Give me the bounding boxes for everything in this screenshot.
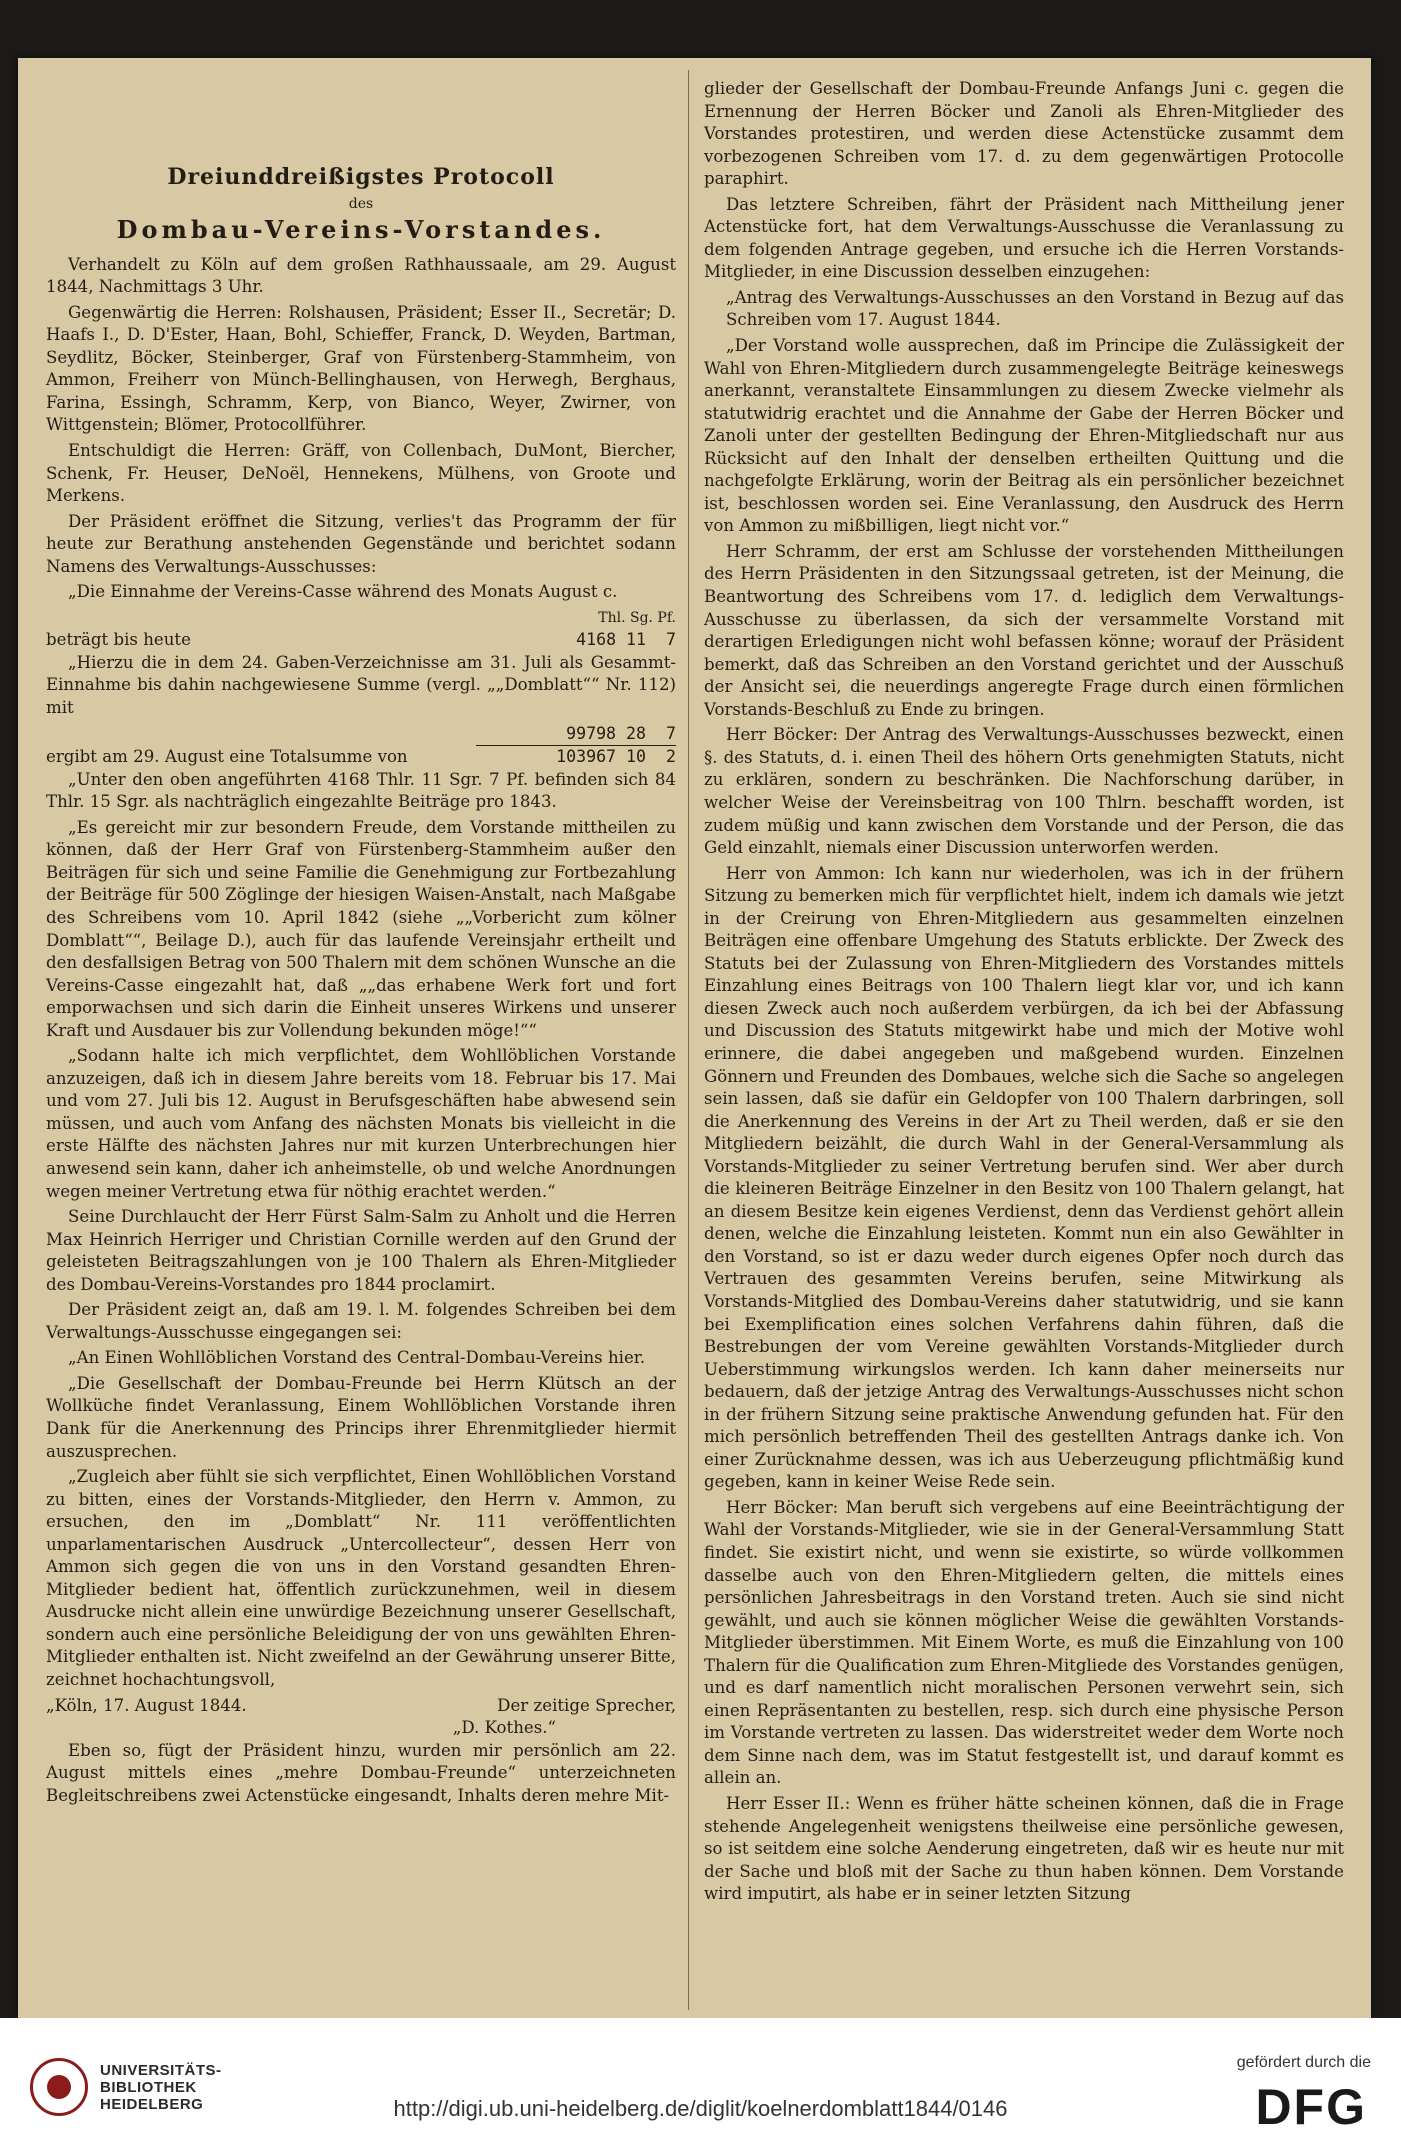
letter-paragraph-2: „Zugleich aber fühlt sie sich verpflichtet, Einen Wohllöblichen Vorstand zu bitten, eines der Vorstands-Mitglieder, den Herrn v. Ammon, zu ersuchen, den im „Domblatt“ Nr. 111 veröffentlichten unparlamentarischen Ausdruck „Untercollecteur“, dessen Herr von Ammon sich gegen die von uns in den Vorstand gesandten Ehren-Mitglieder bedient hat, öffentlich zurückzunehmen, weil in diesem Ausdrucke nicht allein eine unwürdige Bezeichnung unserer Gesellschaft, sondern auch eine persönliche Beleidigung der von uns gewählten Ehren-Mitglieder enthalten ist. Nicht zweifelnd an der Gewährung unserer Bitte, zeichnet hochachtungsvoll, [46,1467,676,1689]
excused-list: Entschuldigt die Herren: Gräff, von Collenbach, DuMont, Biercher, Schenk, Fr. Heuser, DeNoël, Hennekens, Mülhens, von Groote und Merkens. [46,441,676,506]
funding-label: gefördert durch die [1236,2054,1371,2071]
total-label: ergibt am 29. August eine Totalsumme von [46,747,408,767]
permalink-url[interactable]: http://digi.ub.uni-heidelberg.de/diglit/koelnerdomblatt1844/0146 [393,2096,1008,2121]
letter-paragraph-1: „Die Gesellschaft der Dombau-Freunde bei Herrn Klütsch an der Wollküche findet Veranlassung, Einem Wohllöblichen Vorstande ihren Dank für die Anerkennung des Princips ihrer Ehrenmitglieder hiermit auszusprechen. [46,1373,676,1461]
receipts-label: beträgt bis heute [46,630,191,650]
intro-paragraph: Verhandelt zu Köln auf dem großen Rathhaussaale, am 29. August 1844, Nachmittags 3 Uhr. [46,254,676,297]
ammon-paragraph: Herr von Ammon: Ich kann nur wiederholen, was ich in der frühern Sitzung zu bemerken mich für verpflichtet hielt, indem ich damals wie jetzt in der Creirung von Ehren-Mitgliedern aus gesammelten einzelnen Beiträgen eine offenbare Umgehung des Statuts erblickte. Der Zweck des Statuts bei der Zulassung von Ehren-Mitgliedern des Vorstandes mittels Einzahlung eines Beitrags von 100 Thalern liegt klar vor, und ich kann diesen Zweck auch noch außerdem verbürgen, da ich bei der Abfassung und Discussion des Statuts mitgewirkt habe und mich der Motive wohl erinnere, die dabei angegeben und maßgebend wurden. Einzelnen Gönnern und Freunden des Dombaues, welche sich die Sache so angelegen sein lassen, daß sie dafür ein Geldopfer von 100 Thalern darbringen, soll die Anerkennung des Vereins in der Art zu Theil werden, daß er sie den Mitgliedern beizählt, die durch Wahl in der General-Versammlung als Vorstands-Mitglieder zu seiner Vertretung berufen sind. Wer aber durch die kleineren Beiträge Einzelner in den Besitz von 100 Thalern gelangt, hat an diesem Besitze kein eigenes Verdienst, denn das Verdienst gehört allein denen, welche die Einzahlung leisteten. Kommt nun ein also Gewählter in den Vorstand, so ist er dazu weder durch eigenes Opfer noch durch das Vertrauen des gesammten Vereins berufen, seine Mitwirkung als Vorstands-Mitglied des Dombau-Vereins daher statutwidrig, und sie kann bei Exemplification eines solchen Verfahrens dahin führen, daß die Bestrebungen der vom Vereine gewählten Vorstands-Mitglieder durch Ueberstimmung wirkungslos werden. Ich kann daher meinerseits nur bedauern, daß der jetzige Antrag des Verwaltungs-Ausschusses nicht schon in der frühern Sitzung seine praktische Anwendung gefunden hat. Für den mich persönlich betreffenden Theil des gestellten Antrags danke ich. Von einer Zurücknahme dessen, was ich aus Ueberzeugung pflichtmäßig kund gegeben, kann in keiner Weise Rede sein. [704,863,1344,1492]
boecker-paragraph-1: Herr Böcker: Der Antrag des Verwaltungs-Ausschusses bezweckt, einen §. des Statuts, d. i. einen Theil des höhern Orts genehmigten Statuts, nicht zu erklären, sondern zu beschränken. Die Nachforschung darüber, in welcher Weise der Vereinsbeitrag von 100 Thlrn. beschafft worden, ist zudem müßig und kann zwischen dem Vorstande und der Person, die das Geld einzahlt, niemals einer Discussion unterworfen werden. [704,725,1344,858]
additional-value: 99798 28 7 [566,723,676,743]
letter-address: „An Einen Wohllöblichen Vorstand des Central-Dombau-Vereins hier. [68,1348,646,1368]
protocol-title: Dreiunddreißigstes Protocoll [167,164,555,190]
opening-paragraph: Der Präsident eröffnet die Sitzung, verlies't das Programm der für heute zur Berathung anstehenden Gegenstände und berichtet sodann Namens des Verwaltungs-Ausschusses: [46,511,676,576]
additional-paragraph: „Hierzu die in dem 24. Gaben-Verzeichnisse am 31. Juli als Gesammt-Einnahme bis dahin nachgewiesene Summe (vergl. „„Domblatt““ Nr. 112) mit [46,652,676,718]
library-name-line-3: HEIDELBERG [100,2095,204,2113]
letter-signer-role: Der zeitige Sprecher, [497,1695,676,1715]
letter-intro-paragraph: Der Präsident zeigt an, daß am 19. l. M. folgendes Schreiben bei dem Verwaltungs-Ausschusse eingegangen sei: [46,1300,676,1342]
dfg-logo[interactable]: DFG [1255,2079,1367,2135]
column-divider [688,70,689,2010]
receipts-intro: „Die Einnahme der Vereins-Casse während des Monats August c. [68,582,618,602]
included-paragraph: „Unter den oben angeführten 4168 Thlr. 11 Sgr. 7 Pf. befinden sich 84 Thlr. 15 Sgr. als nachträglich eingezahlte Beiträge pro 1843. [46,769,676,812]
latter-paragraph: Das letztere Schreiben, fährt der Präsident nach Mittheilung jener Actenstücke fort, hat dem Verwaltungs-Ausschusse die Veranlassung zu dem folgenden Antrage gegeben, und ersuche ich die Herren Vorstands-Mitglieder, in eine Discussion desselben einzugehen: [704,194,1344,282]
footer-bar [0,2018,1401,2144]
letter-signer: „D. Kothes.“ [452,1718,556,1738]
protocol-board-title: Dombau-Vereins-Vorstandes. [116,215,606,245]
also-paragraph: Eben so, fügt der Präsident hinzu, wurden mir persönlich am 22. August mittels eines „mehre Dombau-Freunde“ unterzeichneten Begleitschreibens zwei Actenstücke eingesandt, Inhalts deren mehre Mit- [46,1740,676,1805]
boecker-paragraph-2: Herr Böcker: Man beruft sich vergebens auf eine Beeinträchtigung der Wahl der Vorstands-Mitglieder, wie sie in der General-Versammlung Statt findet. Sie existirt nicht, und wenn sie existirte, so würde vollkommen dasselbe auch von den Ehren-Mitgliedern gelten, die mittels eines persönlichen Jahresbeitrags in den Vorstand treten. Auch sie sind nicht gewählt, und auch sie können möglicher Weise die gewählten Vorstands-Mitglieder überstimmen. Mit Einem Worte, es muß die Einzahlung von 100 Thalern für die Qualification zum Ehren-Mitgliede des Vorstandes genügen, und es darf namentlich nicht moralischen Personen verwehrt sein, sich einen Repräsentanten zu bestellen, resp. sich durch eine physische Person im Vorstande vertreten zu lassen. Das widerstreitet weder dem Worte noch dem Sinne nach dem, was im Statut festgestellt ist, und darauf kommt es allein an. [704,1497,1344,1788]
schramm-paragraph: Herr Schramm, der erst am Schlusse der vorstehenden Mittheilungen des Herrn Präsidenten in den Sitzungssaal getreten, ist der Meinung, die Beantwortung des Schreibens vom 17. d. lediglich dem Verwaltungs-Ausschusse zu überlassen, da sich der versammelte Vorstand mit derartigen Erledigungen nicht wohl befassen könne; worauf der Präsident bemerkt, daß das Schreiben an den Vorstand gerichtet und der Ausschuß der Ansicht sei, die neuerdings angeregte Frage durch einen förmlichen Vorstands-Beschluß zu Ende zu bringen. [704,541,1344,719]
library-name-line-1: UNIVERSITÄTS- [100,2061,222,2079]
receipts-row [46,629,676,652]
duty-paragraph: „Sodann halte ich mich verpflichtet, dem Wohllöblichen Vorstande anzuzeigen, daß ich in diesem Jahre bereits vom 18. Februar bis 17. Mai und vom 27. Juli bis 12. August in Berufsgeschäften habe abwesend sein müssen, und auch vom Anfang des nächsten Monats bis vielleicht in die erste Hälfte des nächsten Jahres nur mit kurzen Unterbrechungen hier anwesend sein kann, daher ich anheimstelle, ob und welche Anordnungen wegen meiner Vertretung etwa für nöthig erachtet werden.“ [46,1046,676,1201]
total-value: 103967 10 2 [556,747,676,767]
protocol-title-des: des [348,195,374,212]
letter-signature-row [46,1695,676,1718]
esser-paragraph: Herr Esser II.: Wenn es früher hätte scheinen können, daß die in Frage stehende Angelegenheit wenigstens theilweise eine persönliche gewesen, so ist seitdem eine solche Aenderung eingetreten, daß wir es heute nur mit der Sache und bloß mit der Sache zu thun haben können. Dem Vorstande wird imputirt, als habe er in seiner letzten Sitzung [704,1794,1344,1904]
pleasure-paragraph: „Es gereicht mir zur besondern Freude, dem Vorstande mittheilen zu können, daß der Herr Graf von Fürstenberg-Stammheim außer den Beiträgen für sich und seine Familie die Genehmigung zur Fortbezahlung der Beiträge für 500 Zöglinge der hiesigen Waisen-Anstalt, nach Maßgabe des Schreibens vom 10. April 1842 (siehe „„Vorbericht zum kölner Domblatt““, Beilage D.), auch für das laufende Vereinsjahr ertheilt und den desfallsigen Betrag von 500 Thalern mit dem schönen Wunsche an die Vereins-Casse eingezahlt hat, daß „„das erhabene Werk fort und fort emporwachsen und sich darin die Einheit unseres Wirkens und unserer Kraft und Ausdauer bis zur Vollendung bekunden möge!““ [46,817,676,1040]
present-list: Gegenwärtig die Herren: Rolshausen, Präsident; Esser II., Secretär; D. Haafs I., D. D'Ester, Haan, Bohl, Schieffer, Franck, D. Weyden, Bartman, Seydlitz, Böcker, Steinberger, Graf von Fürstenberg-Stammheim, von Ammon, Freiherr von Münch-Bellinghausen, von Herwegh, Berghaus, Farina, Essingh, Schramm, Kerp, von Bianco, Weyer, Zwirner, von Wittgenstein; Blömer, Protocollführer. [46,302,676,435]
additional-row [46,723,676,746]
motion-body: „Der Vorstand wolle aussprechen, daß im Principe die Zulässigkeit der Wahl von Ehren-Mitgliedern durch zusammengelegte Beiträge keineswegs anerkannt, veranstaltete Einsammlungen zu diesem Zwecke vielmehr als statutwidrig erachtet und die Annahme der Gabe der Herren Böcker und Zanoli unter der gestellten Bedingung der Ehren-Mitgliedschaft nur aus Rücksicht auf den Inhalt der denselben ertheilten Quittung und die nachgefolgte Erklärung, worin der Beitrag als ein persönlicher bezeichnet ist, beschlossen worden sei. Eine Veranlassung, den Ausdruck des Herrn von Ammon zu mißbilligen, liegt nicht vor.“ [704,336,1344,536]
total-row [46,746,676,769]
salm-paragraph: Seine Durchlaucht der Herr Fürst Salm-Salm zu Anholt und die Herren Max Heinrich Herriger und Christian Cornille werden auf den Grund der geleisteten Beitragszahlungen von je 100 Thalern als Ehren-Mitglieder des Dombau-Vereins-Vorstandes pro 1844 proclamirt. [46,1207,676,1294]
scanned-page [18,58,1371,2018]
continuation-paragraph: glieder der Gesellschaft der Dombau-Freunde Anfangs Juni c. gegen die Ernennung der Herren Böcker und Zanoli als Ehren-Mitglieder des Vorstandes protestiren, und werden diese Actenstücke zusammt dem vorbezogenen Schreiben vom 17. d. zu dem gegenwärtigen Protocolle paraphirt. [704,79,1344,189]
currency-units: Thl. Sg. Pf. [598,609,676,626]
right-column [704,78,1344,1909]
letter-place-date: „Köln, 17. August 1844. [46,1695,247,1715]
motion-title: „Antrag des Verwaltungs-Ausschusses an den Vorstand in Bezug auf das Schreiben vom 17. August 1844. [726,287,1344,330]
receipts-value: 4168 11 7 [576,630,676,650]
left-column [46,78,676,1810]
library-name-line-2: BIBLIOTHEK [100,2078,197,2096]
